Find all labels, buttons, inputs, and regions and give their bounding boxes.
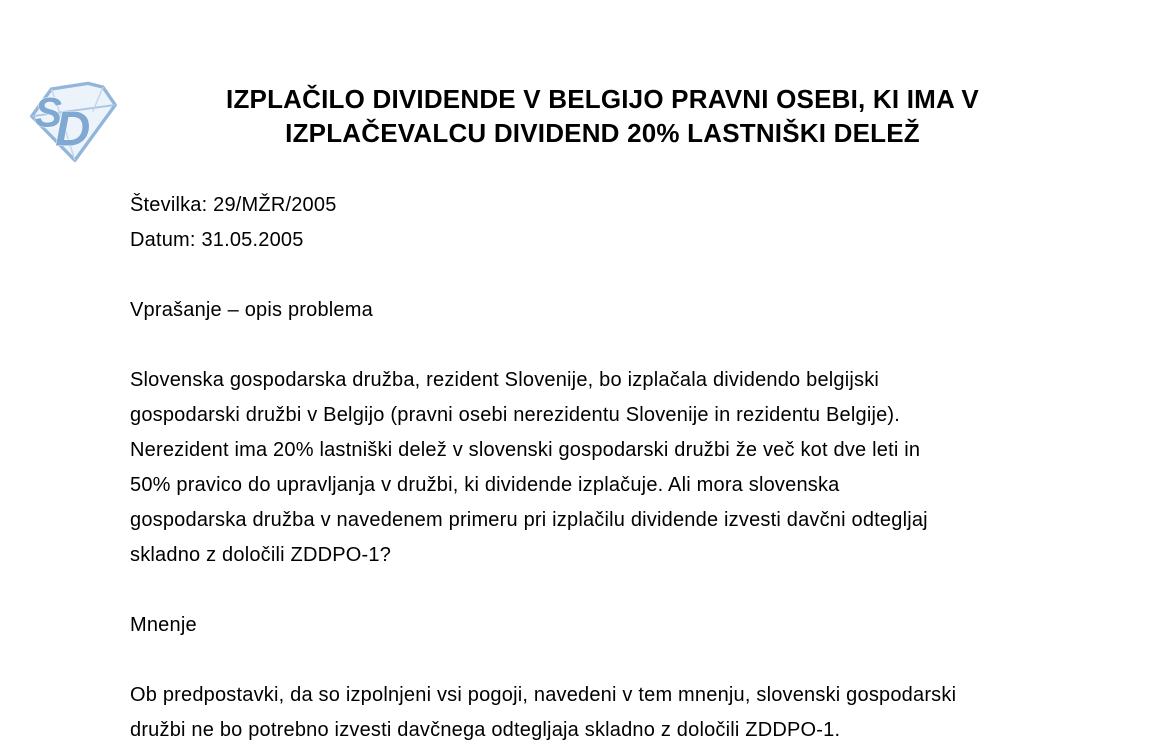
question-paragraph: Slovenska gospodarska družba, rezident Slovenije, bo izplačala dividendo belgijski gospodarski družbi v Belgijo (pravni osebi nerezidentu Slovenije in rezidentu Belgije). Nerezident ima 20% lastniški delež v slovenski gospodarski družbi že več kot dve leti in 50% pravico do upravljanja v družbi, ki dividende izplačuje. Ali mora slovenska gospodarska družba v navedenem primeru pri izplačilu dividende izvesti davčni odtegljaj skladno z določili ZDDPO-1? <box>130 369 928 566</box>
opinion-paragraph: Ob predpostavki, da so izpolnjeni vsi pogoji, navedeni v tem mnenju, slovenski gospodarski družbi ne bo potrebno izvesti davčnega odtegljaja skladno z določili ZDDPO-1. <box>130 684 957 741</box>
opinion-section-heading: Mnenje <box>130 614 197 636</box>
question-section-heading: Vprašanje – opis problema <box>130 299 373 321</box>
document-date-value: 31.05.2005 <box>201 229 304 251</box>
document-date-line <box>130 223 1090 258</box>
logo-letter-d: D <box>55 102 91 157</box>
document-body <box>130 188 1090 748</box>
spacer <box>130 643 1090 678</box>
document-number-value: 29/MŽR/2005 <box>213 194 337 216</box>
document-date-label: Datum: <box>130 229 196 251</box>
document-title: IZPLAČILO DIVIDENDE V BELGIJO PRAVNI OSEBI, KI IMA V IZPLAČEVALCU DIVIDEND 20% LASTNIŠKI DELEŽ <box>226 84 979 148</box>
sd-diamond-logo-icon <box>26 74 120 166</box>
spacer <box>130 573 1090 608</box>
document-number-line <box>130 188 1090 223</box>
spacer <box>130 328 1090 363</box>
logo-letter-s: S <box>34 89 63 136</box>
document-number-label: Številka: <box>130 194 208 216</box>
spacer <box>130 258 1090 293</box>
